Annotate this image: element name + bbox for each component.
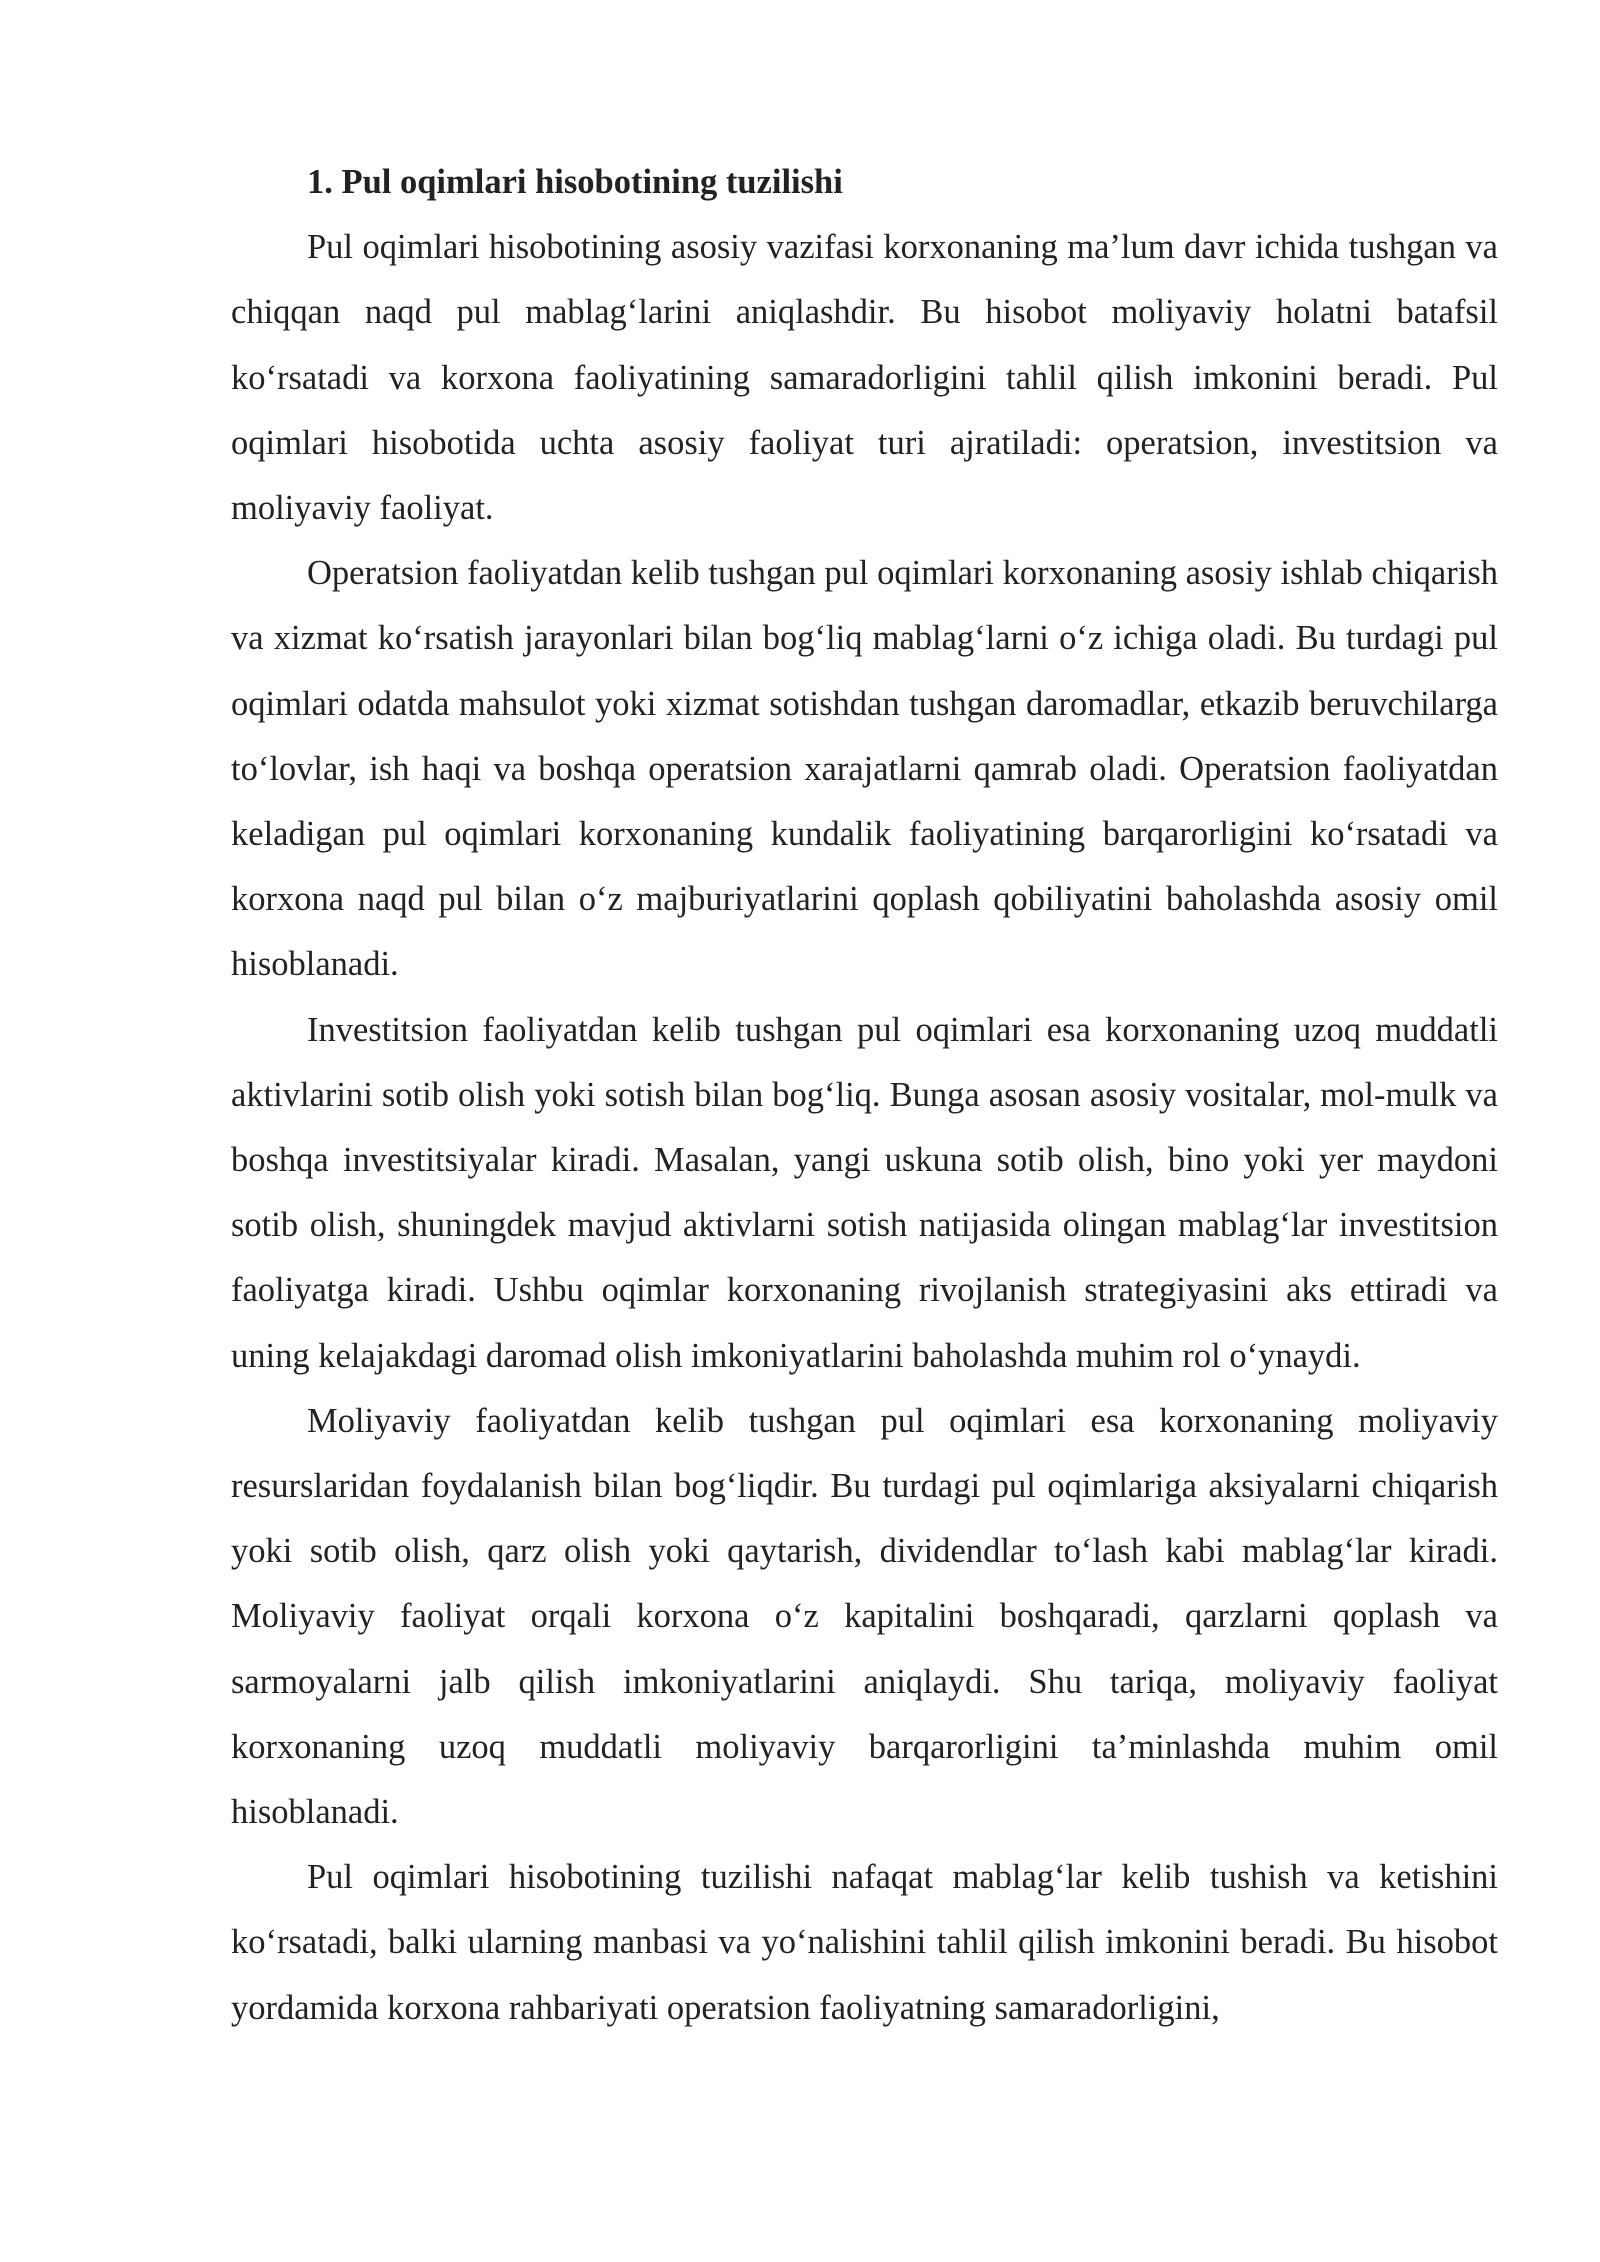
paragraph-intro: Pul oqimlari hisobotining asosiy vazifasi korxonaning ma’lum davr ichida tushgan va chiqqan naqd pul mablag‘larini aniqlashdir. Bu hisobot moliyaviy holatni batafsil ko‘rsatadi va korxona faoliyatining samaradorligini tahlil qilish imkonini beradi. Pul oqimlari hisobotida uchta asosiy faoliyat turi ajratiladi: operatsion, investitsion va moliyaviy faoliyat. <box>231 228 1498 528</box>
paragraph-investment: Investitsion faoliyatdan kelib tushgan pul oqimlari esa korxonaning uzoq muddatli aktivlarini sotib olish yoki sotish bilan bog‘liq. Bunga asosan asosiy vositalar, mol-mulk va boshqa investitsiyalar kiradi. Masalan, yangi uskuna sotib olish, bino yoki yer maydoni sotib olish, shuningdek mavjud aktivlarni sotish natijasida olingan mablag‘lar investitsion faoliyatga kiradi. Ushbu oqimlar korxonaning rivojlanish strategiyasini aks ettiradi va uning kelajakdagi daromad olish imkoniyatlarini baholashda muhim rol o‘ynaydi. <box>231 1010 1498 1375</box>
paragraph-operational: Operatsion faoliyatdan kelib tushgan pul oqimlari korxonaning asosiy ishlab chiqarish va xizmat ko‘rsatish jarayonlari bilan bog‘liq mablag‘larni o‘z ichiga oladi. Bu turdagi pul oqimlari odatda mahsulot yoki xizmat sotishdan tushgan daromadlar, etkazib beruvchilarga to‘lovlar, ish haqi va boshqa operatsion xarajatlarni qamrab oladi. Operatsion faoliyatdan keladigan pul oqimlari korxonaning kundalik faoliyatining barqarorligini ko‘rsatadi va korxona naqd pul bilan o‘z majburiyatlarini qoplash qobiliyatini baholashda asosiy omil hisoblanadi. <box>231 554 1498 984</box>
paragraph-financial: Moliyaviy faoliyatdan kelib tushgan pul oqimlari esa korxonaning moliyaviy resurslaridan foydalanish bilan bog‘liqdir. Bu turdagi pul oqimlariga aksiyalarni chiqarish yoki sotib olish, qarz olish yoki qaytarish, dividendlar to‘lash kabi mablag‘lar kiradi. Moliyaviy faoliyat orqali korxona o‘z kapitalini boshqaradi, qarzlarni qoplash va sarmoyalarni jalb qilish imkoniyatlarini aniqlaydi. Shu tariqa, moliyaviy faoliyat korxonaning uzoq muddatli moliyaviy barqarorligini ta’minlashda muhim omil hisoblanadi. <box>231 1401 1498 1832</box>
section-heading: 1. Pul oqimlari hisobotining tuzilishi <box>307 163 843 201</box>
paragraph-structure: Pul oqimlari hisobotining tuzilishi nafaqat mablag‘lar kelib tushish va ketishini ko‘rsatadi, balki ularning manbasi va yo‘nalishini tahlil qilish imkonini beradi. Bu hisobot yordamida korxona rahbariyati operatsion faoliyatning samaradorligini, <box>231 1858 1498 2027</box>
document-body <box>231 150 1498 2041</box>
